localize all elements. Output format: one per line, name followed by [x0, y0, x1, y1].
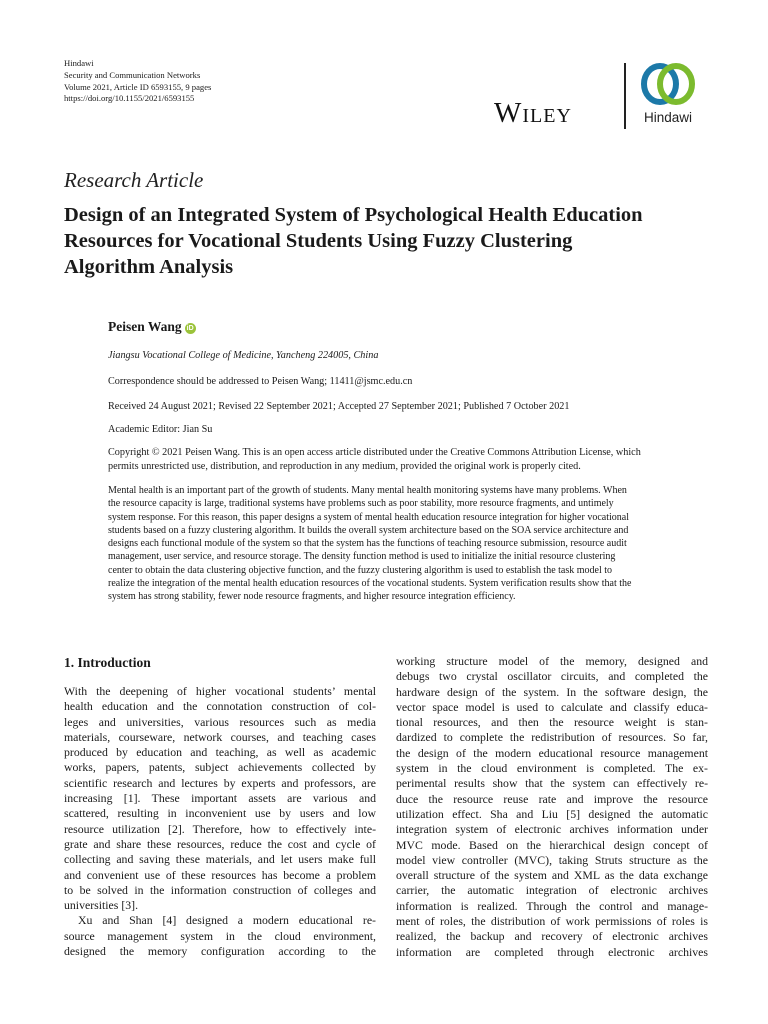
- body-line: produced by education and teaching, as well as academic: [64, 745, 376, 760]
- body-line: MVC mode. Based on the hierarchical design concept of: [396, 837, 708, 852]
- body-line: collecting and saving these materials, and let users make full: [64, 852, 376, 867]
- abstract-line: students based on a fuzzy clustering algorithm. It builds the overall system architecture based on the SOA service architecture and: [108, 524, 629, 536]
- article-type: Research Article: [64, 168, 204, 192]
- hindawi-logo-text: Hindawi: [643, 110, 693, 125]
- hindawi-logo-icon: [638, 62, 698, 106]
- body-line: realized, the backup and recovery of electronic archives: [396, 929, 708, 944]
- article-dates: Received 24 August 2021; Revised 22 September 2021; Accepted 27 September 2021; Published 7 October 2021: [108, 401, 570, 412]
- correspondence: Correspondence should be addressed to Peisen Wang; 11411@jsmc.edu.cn: [108, 376, 413, 387]
- abstract-line: realize the integration of the mental health education resources of the vocational students. System verification results show that the: [108, 578, 632, 590]
- abstract-line: management, user service, and resource storage. The density function method is used to initialize the initial resource clustering: [108, 551, 616, 563]
- title-line: Resources for Vocational Students Using Fuzzy Clustering: [64, 230, 573, 252]
- author-name[interactable]: Peisen Wang: [108, 319, 182, 334]
- body-left-column: [64, 684, 376, 959]
- body-line: model view controller (MVC), taking Struts structure as the: [396, 852, 708, 867]
- body-line: vector space model is used to calculate and classify educa-: [396, 699, 708, 714]
- copyright-line: Copyright © 2021 Peisen Wang. This is an open access article distributed under the Creative Commons Attribution License, which: [108, 447, 641, 458]
- body-line: increasing [1]. These important assets are various and: [64, 791, 376, 806]
- copyright-line: permits unrestricted use, distribution, and reproduction in any medium, provided the original work is properly cited.: [108, 461, 581, 472]
- author-line: [108, 319, 196, 335]
- doi-link[interactable]: https://doi.org/10.1155/2021/6593155: [64, 93, 195, 104]
- abstract-line: system has strong stability, fewer node resource fragments, and higher resource integration efficiency.: [108, 591, 516, 603]
- body-line: carrier, the automatic integration of electronic archives: [396, 883, 708, 898]
- section-heading: 1. Introduction: [64, 655, 151, 670]
- abstract-line: Mental health is an important part of the growth of students. Many mental health monitoring systems have many problems. When: [108, 485, 627, 496]
- body-line: resource utilization [2]. Therefore, how to effectively inte-: [64, 821, 376, 836]
- body-line: to be solved in the information construction of colleges and: [64, 882, 376, 897]
- body-line: ment of roles, the distribution of work permissions of roles is: [396, 914, 708, 929]
- publication-info: [64, 58, 324, 105]
- body-line: materials, courseware, network courses, and teaching cases: [64, 729, 376, 744]
- body-line: utilization effect. Sha and Liu [5] designed the automatic: [396, 806, 708, 821]
- volume-info: Volume 2021, Article ID 6593155, 9 pages: [64, 81, 212, 92]
- body-line: the design of the modern educational resource management: [396, 745, 708, 760]
- body-line: integration system of electronic archives information under: [396, 822, 708, 837]
- body-line: system in the cloud environment is completed. The ex-: [396, 761, 708, 776]
- body-line: grate and share these resources, reduce the cost and cycle of: [64, 836, 376, 851]
- body-line: information are completed through electronic archives: [396, 944, 708, 959]
- body-line: source management system in the cloud environment,: [64, 928, 376, 943]
- body-line: leges and universities, various resources such as media: [64, 714, 376, 729]
- body-right-column: [396, 654, 708, 960]
- academic-editor: Academic Editor: Jian Su: [108, 424, 213, 435]
- article-title: [64, 202, 714, 280]
- journal-name: Security and Communication Networks: [64, 69, 201, 80]
- body-line: universities [3].: [64, 898, 139, 913]
- body-line: overall structure of the system and XML as the data exchange: [396, 868, 708, 883]
- body-line: works, papers, patents, subject achievements collected by: [64, 760, 376, 775]
- abstract-line: the resource capacity is large, traditional systems have problems such as poor stability, more resource fragments, and untimely: [108, 498, 614, 510]
- body-line: health education and the connotation construction of col-: [64, 699, 376, 714]
- body-line: dardized to complete the redistribution of resources. So far,: [396, 730, 708, 745]
- body-line: perimental results show that the system can effectively re-: [396, 776, 708, 791]
- body-line: information is realized. Through the control and manage-: [396, 898, 708, 913]
- abstract-line: system response. For this reason, this paper designs a system of mental health education resource integration for higher vocational: [108, 511, 629, 523]
- wiley-logo: Wiley: [494, 97, 572, 129]
- abstract-line: designs each functional module of the system so that the system has the functions of teaching resource submission, resource audit: [108, 538, 627, 550]
- body-line: duce the resource reuse rate and improve the resource: [396, 791, 708, 806]
- body-line: With the deepening of higher vocational students’ mental: [64, 684, 376, 698]
- body-line: working structure model of the memory, designed and: [396, 654, 708, 668]
- copyright-notice: [108, 446, 708, 474]
- body-line: and convenient use of these resources has become a problem: [64, 867, 376, 882]
- body-line: hardware design of the system. In the software design, the: [396, 684, 708, 699]
- body-line: scientific research and lectures by experts and professors, are: [64, 775, 376, 790]
- body-line: scattered, resulting in inconvenient use by users and low: [64, 806, 376, 821]
- orcid-icon[interactable]: iD: [186, 325, 194, 332]
- title-line: Algorithm Analysis: [64, 256, 234, 278]
- publisher-name: Hindawi: [64, 58, 94, 68]
- body-line: designed the memory configuration according to the: [64, 944, 376, 959]
- title-line: Design of an Integrated System of Psychological Health Education: [64, 204, 643, 226]
- affiliation: Jiangsu Vocational College of Medicine, Yancheng 224005, China: [108, 350, 379, 361]
- abstract-line: center to obtain the data clustering objective function, and the fuzzy clustering algorithm is used to establish the task model to: [108, 564, 613, 576]
- publisher-logos: [494, 60, 714, 132]
- body-line: debugs two crystal oscillator circuits, and completed the: [396, 669, 708, 684]
- abstract: [108, 484, 708, 604]
- body-line: tional resources, and then the resource weight is stan-: [396, 715, 708, 730]
- body-line: Xu and Shan [4] designed a modern educational re-: [78, 913, 376, 928]
